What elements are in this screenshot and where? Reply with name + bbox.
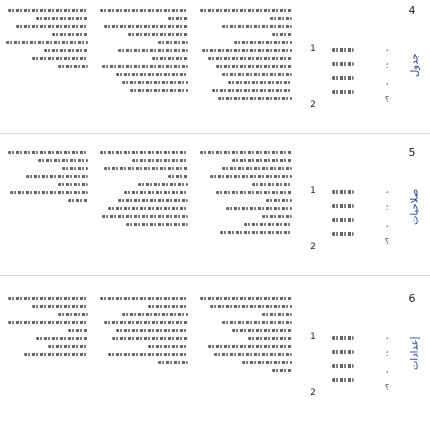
side-mark: ؟ — [384, 383, 390, 392]
section-3 — [0, 288, 430, 422]
value-1: 1 — [310, 186, 316, 196]
text-line — [118, 199, 188, 202]
text-line — [108, 207, 188, 210]
text-line — [116, 329, 188, 332]
text-line — [8, 151, 88, 154]
column-1-text — [2, 292, 88, 418]
side-mark: ، — [385, 366, 389, 375]
text-line — [252, 183, 292, 186]
text-line — [108, 353, 188, 356]
section-number: 4 — [408, 4, 416, 17]
text-line — [132, 159, 188, 162]
side-marks — [380, 182, 394, 250]
text-line — [152, 57, 188, 60]
text-line — [226, 207, 292, 210]
value-1: 1 — [310, 44, 316, 54]
text-line — [68, 329, 88, 332]
text-line — [332, 378, 354, 382]
text-line — [242, 361, 292, 364]
text-line — [36, 337, 88, 340]
text-line — [244, 223, 292, 226]
text-line — [148, 345, 188, 348]
text-line — [222, 73, 292, 76]
text-line — [26, 175, 88, 178]
text-line — [68, 199, 88, 202]
text-line — [38, 159, 88, 162]
column-3-text — [196, 292, 292, 418]
side-mark: ، — [385, 78, 389, 87]
side-mark: ، — [385, 44, 389, 53]
text-line — [102, 215, 188, 218]
text-line — [138, 183, 188, 186]
text-line — [6, 41, 88, 44]
text-line — [332, 62, 354, 66]
text-line — [200, 9, 292, 12]
value-2: 2 — [310, 242, 316, 252]
text-line — [100, 9, 188, 12]
text-line — [104, 25, 188, 28]
text-line — [332, 350, 354, 354]
text-line — [262, 313, 292, 316]
column-2-text — [96, 292, 188, 418]
text-line — [104, 321, 188, 324]
side-mark: ؛ — [385, 61, 389, 70]
side-mark: ، — [385, 332, 389, 341]
text-line — [222, 321, 292, 324]
section-number: 5 — [408, 146, 416, 159]
side-mark: ، — [385, 220, 389, 229]
text-line — [124, 191, 188, 194]
text-line — [102, 65, 188, 68]
text-line — [104, 167, 188, 170]
section-title: إعدادات — [409, 336, 421, 370]
text-line — [218, 97, 292, 100]
text-line — [8, 321, 88, 324]
text-line — [48, 345, 88, 348]
text-line — [332, 76, 354, 80]
text-line — [24, 353, 88, 356]
text-line — [220, 231, 292, 234]
column-3-text — [196, 146, 292, 271]
text-line — [128, 33, 188, 36]
text-line — [58, 65, 88, 68]
section-values — [298, 38, 328, 116]
value-2: 2 — [310, 100, 316, 110]
section-title: جدول — [409, 53, 421, 77]
text-line — [232, 329, 292, 332]
text-line — [168, 175, 188, 178]
text-line — [332, 48, 354, 52]
section-title: صلاحيات — [409, 188, 421, 226]
text-line — [270, 17, 292, 20]
side-mark: ؛ — [385, 203, 389, 212]
text-line — [210, 305, 292, 308]
text-line — [58, 313, 88, 316]
text-line — [272, 33, 292, 36]
text-line — [232, 159, 292, 162]
value-1: 1 — [310, 332, 316, 342]
section-values — [298, 326, 328, 404]
text-line — [32, 57, 88, 60]
text-line — [62, 167, 88, 170]
side-words — [332, 38, 362, 94]
text-line — [16, 25, 88, 28]
text-line — [332, 218, 354, 222]
text-line — [158, 361, 188, 364]
text-line — [216, 65, 292, 68]
text-line — [210, 175, 292, 178]
text-line — [52, 33, 88, 36]
text-line — [36, 17, 88, 20]
text-line — [332, 90, 354, 94]
side-words — [332, 326, 362, 382]
text-line — [208, 345, 292, 348]
text-line — [228, 81, 292, 84]
text-line — [116, 73, 188, 76]
text-line — [332, 364, 354, 368]
section-1 — [0, 0, 430, 134]
column-2-text — [96, 4, 188, 129]
text-line — [158, 41, 188, 44]
text-line — [10, 191, 88, 194]
text-line — [148, 305, 188, 308]
value-2: 2 — [310, 388, 316, 398]
column-1-text — [2, 146, 88, 271]
text-line — [122, 81, 188, 84]
text-line — [118, 49, 188, 52]
side-marks — [380, 40, 394, 108]
text-line — [332, 232, 354, 236]
text-line — [234, 41, 292, 44]
text-line — [214, 353, 292, 356]
text-line — [200, 297, 292, 300]
text-line — [216, 191, 292, 194]
section-2 — [0, 142, 430, 276]
text-line — [202, 49, 292, 52]
text-line — [332, 204, 354, 208]
text-line — [168, 17, 188, 20]
text-line — [100, 297, 188, 300]
side-marks — [380, 328, 394, 396]
text-line — [200, 151, 292, 154]
column-1-text — [2, 4, 88, 129]
text-line — [262, 215, 292, 218]
text-line — [8, 297, 88, 300]
text-line — [212, 89, 292, 92]
side-words — [332, 180, 362, 236]
text-line — [272, 369, 292, 372]
text-line — [122, 313, 188, 316]
text-line — [248, 337, 292, 340]
side-mark: ؟ — [384, 237, 390, 246]
text-line — [8, 9, 88, 12]
column-2-text — [96, 146, 188, 271]
text-line — [58, 183, 88, 186]
side-mark: ، — [385, 186, 389, 195]
text-line — [32, 305, 88, 308]
text-line — [332, 190, 354, 194]
section-number: 6 — [408, 292, 416, 305]
text-line — [222, 25, 292, 28]
text-line — [208, 57, 292, 60]
text-line — [44, 49, 88, 52]
side-mark: ؛ — [385, 349, 389, 358]
section-values — [298, 180, 328, 258]
column-3-text — [196, 4, 292, 129]
text-line — [100, 151, 188, 154]
text-line — [222, 167, 292, 170]
text-line — [112, 337, 188, 340]
text-line — [126, 223, 188, 226]
text-line — [130, 89, 188, 92]
text-line — [266, 199, 292, 202]
text-line — [332, 336, 354, 340]
side-mark: ؟ — [384, 95, 390, 104]
